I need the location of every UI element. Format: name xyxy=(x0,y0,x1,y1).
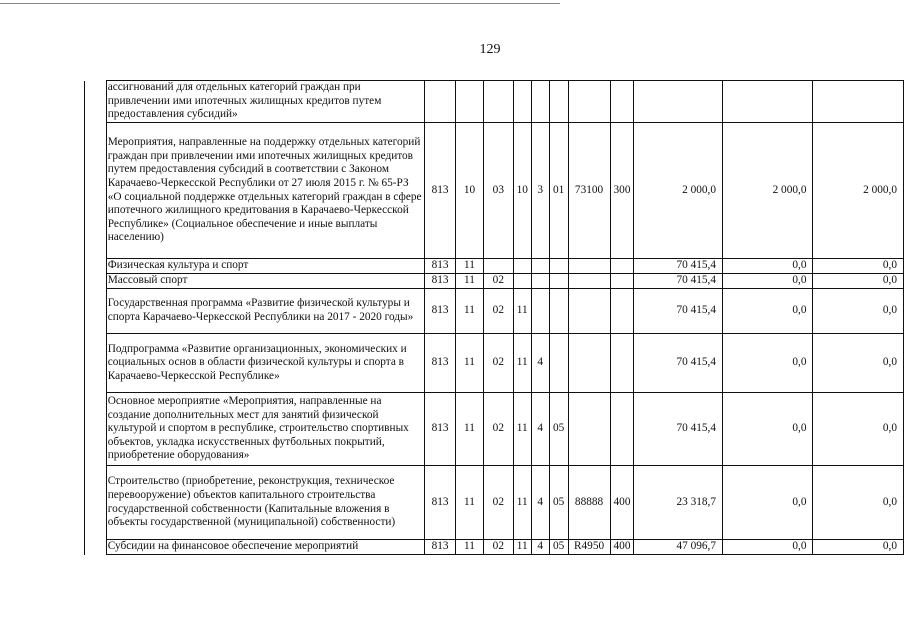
table-row xyxy=(85,123,904,259)
target-code-3: 05 xyxy=(549,540,568,555)
expense-type-code: 400 xyxy=(610,540,634,555)
expense-type-code xyxy=(610,274,634,289)
subsection-code: 02 xyxy=(483,466,513,540)
table-row xyxy=(85,81,904,123)
ved-code xyxy=(425,81,456,123)
target-code-1: 11 xyxy=(513,540,531,555)
expense-type-code: 400 xyxy=(610,466,634,540)
row-name: ассигнований для отдельных категорий граждан при привлечении ими ипотечных жилищных кредитов путем предоставления субсидий» xyxy=(106,81,424,123)
expense-type-code xyxy=(610,289,634,334)
amount-3: 0,0 xyxy=(813,274,904,289)
table-row xyxy=(85,289,904,334)
ved-code: 813 xyxy=(425,259,456,274)
target-code-1 xyxy=(513,274,531,289)
budget-table xyxy=(84,80,904,555)
subsection-code: 02 xyxy=(483,334,513,393)
amount-3: 0,0 xyxy=(813,466,904,540)
target-code-1: 11 xyxy=(513,289,531,334)
amount-3: 0,0 xyxy=(813,289,904,334)
target-code-2 xyxy=(531,81,549,123)
section-code: 11 xyxy=(456,393,484,466)
target-code-1 xyxy=(513,259,531,274)
section-code: 11 xyxy=(456,466,484,540)
amount-3: 0,0 xyxy=(813,540,904,555)
subsection-code: 02 xyxy=(483,393,513,466)
target-code-4 xyxy=(568,81,610,123)
ved-code: 813 xyxy=(425,334,456,393)
ved-code: 813 xyxy=(425,123,456,259)
target-code-4 xyxy=(568,393,610,466)
target-code-3: 05 xyxy=(549,393,568,466)
target-code-1: 10 xyxy=(513,123,531,259)
target-code-2 xyxy=(531,289,549,334)
target-code-1 xyxy=(513,81,531,123)
target-code-2: 4 xyxy=(531,334,549,393)
amount-1: 70 415,4 xyxy=(634,334,723,393)
ved-code: 813 xyxy=(425,393,456,466)
target-code-4 xyxy=(568,289,610,334)
table-row xyxy=(85,393,904,466)
amount-1 xyxy=(634,81,723,123)
amount-1: 2 000,0 xyxy=(634,123,723,259)
amount-2: 0,0 xyxy=(723,334,813,393)
target-code-4: 73100 xyxy=(568,123,610,259)
amount-1: 70 415,4 xyxy=(634,393,723,466)
page-number: 129 xyxy=(479,42,501,57)
amount-2: 0,0 xyxy=(723,393,813,466)
amount-3: 0,0 xyxy=(813,393,904,466)
amount-2: 0,0 xyxy=(723,466,813,540)
subsection-code: 02 xyxy=(483,289,513,334)
row-name: Подпрограмма «Развитие организационных, экономических и социальных основ в области физической культуры и спорта в Карачаево-Черкесской Республике» xyxy=(106,334,424,393)
target-code-2: 4 xyxy=(531,466,549,540)
row-name: Государственная программа «Развитие физической культуры и спорта Карачаево-Черкесской Республики на 2017 - 2020 годы» xyxy=(106,289,424,334)
amount-3: 2 000,0 xyxy=(813,123,904,259)
amount-2: 0,0 xyxy=(723,540,813,555)
target-code-4: R4950 xyxy=(568,540,610,555)
amount-2 xyxy=(723,81,813,123)
table-row xyxy=(85,540,904,555)
target-code-1: 11 xyxy=(513,466,531,540)
target-code-4 xyxy=(568,259,610,274)
section-code: 10 xyxy=(456,123,484,259)
section-code xyxy=(456,81,484,123)
target-code-4: 88888 xyxy=(568,466,610,540)
subsection-code: 02 xyxy=(483,540,513,555)
amount-2: 0,0 xyxy=(723,259,813,274)
amount-2: 2 000,0 xyxy=(723,123,813,259)
section-code: 11 xyxy=(456,289,484,334)
table-row xyxy=(85,259,904,274)
target-code-2 xyxy=(531,274,549,289)
ved-code: 813 xyxy=(425,540,456,555)
amount-3: 0,0 xyxy=(813,259,904,274)
target-code-1: 11 xyxy=(513,334,531,393)
target-code-3: 05 xyxy=(549,466,568,540)
ved-code: 813 xyxy=(425,466,456,540)
amount-1: 47 096,7 xyxy=(634,540,723,555)
section-code: 11 xyxy=(456,334,484,393)
target-code-2 xyxy=(531,259,549,274)
amount-2: 0,0 xyxy=(723,274,813,289)
expense-type-code xyxy=(610,334,634,393)
amount-1: 70 415,4 xyxy=(634,259,723,274)
target-code-2: 3 xyxy=(531,123,549,259)
target-code-1: 11 xyxy=(513,393,531,466)
row-name: Физическая культура и спорт xyxy=(106,259,424,274)
section-code: 11 xyxy=(456,540,484,555)
row-name: Строительство (приобретение, реконструкция, техническое перевооружение) объектов капитального строительства государственной собственности (Капитальные вложения в объекты государственной (муниципальной) собственности) xyxy=(106,466,424,540)
target-code-4 xyxy=(568,334,610,393)
target-code-3 xyxy=(549,334,568,393)
subsection-code xyxy=(483,81,513,123)
row-name: Мероприятия, направленные на поддержку отдельных категорий граждан при привлечении ими ипотечных жилищных кредитов путем предоставления субсидий в соответствии с Законом Карачаево-Черкесской Республики от 27 июля 2015 г. № 65-РЗ «О социальной поддержке отдельных категорий граждан в сфере ипотечного жилищного кредитования в Карачаево-Черкесской Республике» (Социальное обеспечение и иные выплаты населению) xyxy=(106,123,424,259)
subsection-code xyxy=(483,259,513,274)
expense-type-code xyxy=(610,259,634,274)
target-code-3 xyxy=(549,274,568,289)
target-code-3 xyxy=(549,81,568,123)
expense-type-code: 300 xyxy=(610,123,634,259)
amount-3: 0,0 xyxy=(813,334,904,393)
top-rule xyxy=(0,3,560,4)
target-code-3 xyxy=(549,289,568,334)
subsection-code: 03 xyxy=(483,123,513,259)
expense-type-code xyxy=(610,81,634,123)
section-code: 11 xyxy=(456,259,484,274)
amount-1: 23 318,7 xyxy=(634,466,723,540)
target-code-3: 01 xyxy=(549,123,568,259)
target-code-2: 4 xyxy=(531,540,549,555)
amount-1: 70 415,4 xyxy=(634,274,723,289)
subsection-code: 02 xyxy=(483,274,513,289)
table-row xyxy=(85,466,904,540)
section-code: 11 xyxy=(456,274,484,289)
expense-type-code xyxy=(610,393,634,466)
ved-code: 813 xyxy=(425,274,456,289)
table-row xyxy=(85,334,904,393)
row-name: Массовый спорт xyxy=(106,274,424,289)
ved-code: 813 xyxy=(425,289,456,334)
row-name: Субсидии на финансовое обеспечение мероприятий xyxy=(106,540,424,555)
target-code-3 xyxy=(549,259,568,274)
row-name: Основное мероприятие «Мероприятия, направленные на создание дополнительных мест для занятий физической культурой и спортом в республике, строительство спортивных объектов, укладка искусственных футбольных покрытий, приобретение оборудования» xyxy=(106,393,424,466)
table-row xyxy=(85,274,904,289)
target-code-4 xyxy=(568,274,610,289)
amount-2: 0,0 xyxy=(723,289,813,334)
target-code-2: 4 xyxy=(531,393,549,466)
amount-3 xyxy=(813,81,904,123)
amount-1: 70 415,4 xyxy=(634,289,723,334)
